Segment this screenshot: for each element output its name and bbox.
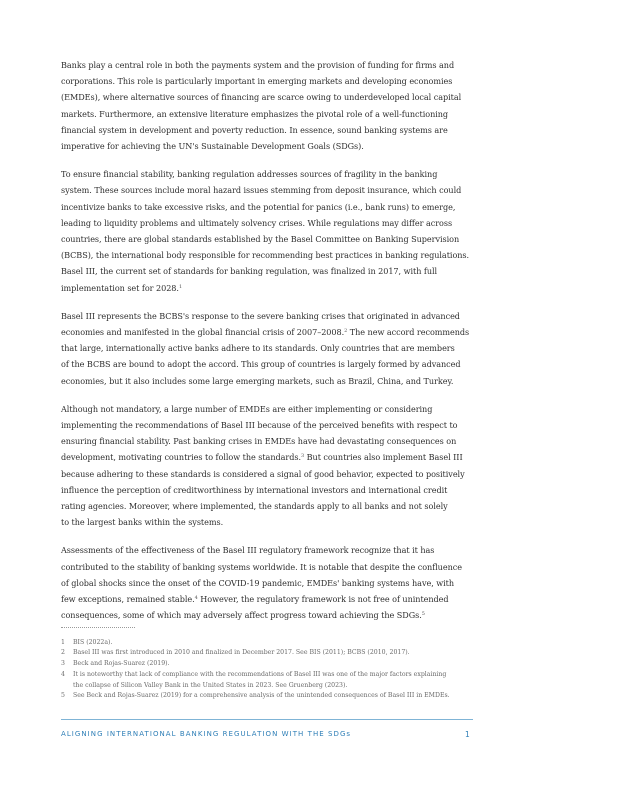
footnote-number: 2	[61, 649, 65, 657]
text-line: rating agencies. Moreover, where implemented, the standards apply to all banks and not solely	[61, 501, 448, 512]
footnote-line: See Beck and Rojas-Suarez (2019) for a comprehensive analysis of the unintended consequences of Basel III in EMDEs.	[73, 692, 450, 700]
text-line: corporations. This role is particularly important in emerging markets and developing economies	[61, 76, 453, 87]
text-line: to the largest banks within the systems.	[61, 517, 224, 528]
text-segment: consequences, some of which may adversely affect progress toward achieving the SDGs.	[61, 610, 422, 621]
footnote-number: 1	[61, 638, 65, 646]
text-line	[61, 324, 481, 340]
text-line: because adhering to these standards is considered a signal of good behavior, expected to positively	[61, 468, 465, 479]
text-segment: However, the regulatory framework is not free of unintended	[197, 594, 449, 605]
body-paragraph	[61, 57, 481, 154]
text-segment: implementation set for 2028.	[61, 282, 179, 293]
footnote-ref[interactable]: 3	[300, 453, 305, 460]
text-line	[61, 607, 481, 623]
footnote-text	[73, 670, 446, 692]
footnote-ref[interactable]: 2	[344, 328, 348, 335]
text-segment: But countries also implement Basel III	[304, 452, 463, 463]
text-line: countries, there are global standards established by the Basel Committee on Banking Supervision	[61, 234, 460, 245]
footnote-ref[interactable]: 1	[178, 283, 183, 290]
footer-title: ALIGNING INTERNATIONAL BANKING REGULATION WITH THE SDGs	[61, 730, 352, 738]
footnote-text	[73, 691, 450, 702]
text-line	[61, 280, 481, 296]
text-line	[61, 591, 481, 607]
text-line: that large, internationally active banks adhere to its standards. Only countries that are members	[61, 343, 455, 354]
document-page	[61, 57, 481, 702]
footnote-number: 4	[61, 670, 65, 678]
text-line: economies, but it also includes some large emerging markets, such as Brazil, China, and Turkey.	[61, 375, 454, 386]
footnote-line: It is noteworthy that lack of compliance with the recommendations of Basel III was one of the major factors explaining	[73, 670, 447, 678]
footnote	[61, 659, 481, 670]
footnote	[61, 638, 481, 649]
text-line: Assessments of the effectiveness of the Basel III regulatory framework recognize that it has	[61, 545, 435, 556]
text-line: imperative for achieving the UN's Sustainable Development Goals (SDGs).	[61, 141, 364, 152]
text-line: incentivize banks to take excessive risks, and the potential for panics (i.e., bank runs) to emerge,	[61, 201, 456, 212]
text-line: of the BCBS are bound to adopt the accord. This group of countries is largely formed by advanced	[61, 359, 461, 370]
footnote-line: Basel III was first introduced in 2010 and finalized in December 2017. See BIS (2011); BCBS (2010, 2017).	[73, 649, 410, 657]
footnote	[61, 670, 481, 692]
text-line: financial system in development and poverty reduction. In essence, sound banking systems are	[61, 124, 448, 135]
text-line: Although not mandatory, a large number of EMDEs are either implementing or considering	[61, 403, 433, 414]
text-line	[61, 449, 481, 465]
text-line: To ensure financial stability, banking regulation addresses sources of fragility in the banking	[61, 169, 438, 180]
text-line: (EMDEs), where alternative sources of financing are scarce owing to underdeveloped local capital	[61, 92, 462, 103]
text-line: Banks play a central role in both the payments system and the provision of funding for firms and	[61, 60, 455, 70]
text-line: implementing the recommendations of Basel III because of the perceived benefits with respect to	[61, 420, 458, 431]
body-paragraph	[61, 401, 481, 531]
body-paragraph	[61, 542, 481, 623]
text-segment: economies and manifested in the global financial crisis of 2007–2008.	[61, 327, 345, 338]
footnote	[61, 648, 481, 659]
footnote-number: 5	[61, 692, 65, 700]
footnote-text	[73, 648, 410, 659]
footnote-line: Beck and Rojas-Suarez (2019).	[73, 660, 170, 668]
text-line: markets. Furthermore, an extensive literature emphasizes the pivotal role of a well-functioning	[61, 108, 449, 119]
text-line: system. These sources include moral hazard issues stemming from deposit insurance, which could	[61, 185, 462, 196]
footnote	[61, 691, 481, 702]
footnote-text	[73, 638, 112, 649]
text-line: leading to liquidity problems and ultimately solvency crises. While regulations may differ across	[61, 217, 453, 228]
text-line: influence the perception of creditworthiness by international investors and international credit	[61, 484, 448, 495]
footnote-number: 3	[61, 660, 65, 668]
footnote-line: BIS (2022a).	[73, 638, 113, 646]
text-line: (BCBS), the international body responsible for recommending best practices in banking regulations.	[61, 250, 470, 261]
footnote-ref[interactable]: 4	[194, 595, 198, 602]
body-paragraph	[61, 308, 481, 389]
text-line: contributed to the stability of banking systems worldwide. It is notable that despite the confluence	[61, 561, 462, 572]
text-segment: development, motivating countries to follow the standards.	[61, 452, 301, 463]
footnote-text	[73, 659, 170, 670]
footnote-ref[interactable]: 5	[421, 611, 425, 618]
body-paragraph	[61, 166, 481, 296]
text-segment: The new accord recommends	[347, 327, 470, 338]
footnote-divider	[61, 627, 135, 628]
footer-divider	[61, 719, 473, 720]
text-line: of global shocks since the onset of the COVID-19 pandemic, EMDEs' banking systems have, with	[61, 577, 455, 588]
text-segment: few exceptions, remained stable.	[61, 594, 195, 605]
footnotes	[61, 638, 481, 703]
page-number: 1	[465, 730, 470, 739]
text-line: Basel III, the current set of standards for banking regulation, was finalized in 2017, with full	[61, 266, 438, 277]
text-line: Basel III represents the BCBS's response to the severe banking crises that originated in advanced	[61, 310, 460, 321]
text-line: ensuring financial stability. Past banking crises in EMDEs have had devastating consequences on	[61, 436, 457, 447]
footnote-line: the collapse of Silicon Valley Bank in the United States in 2023. See Gruenberg (2023).	[73, 681, 348, 689]
